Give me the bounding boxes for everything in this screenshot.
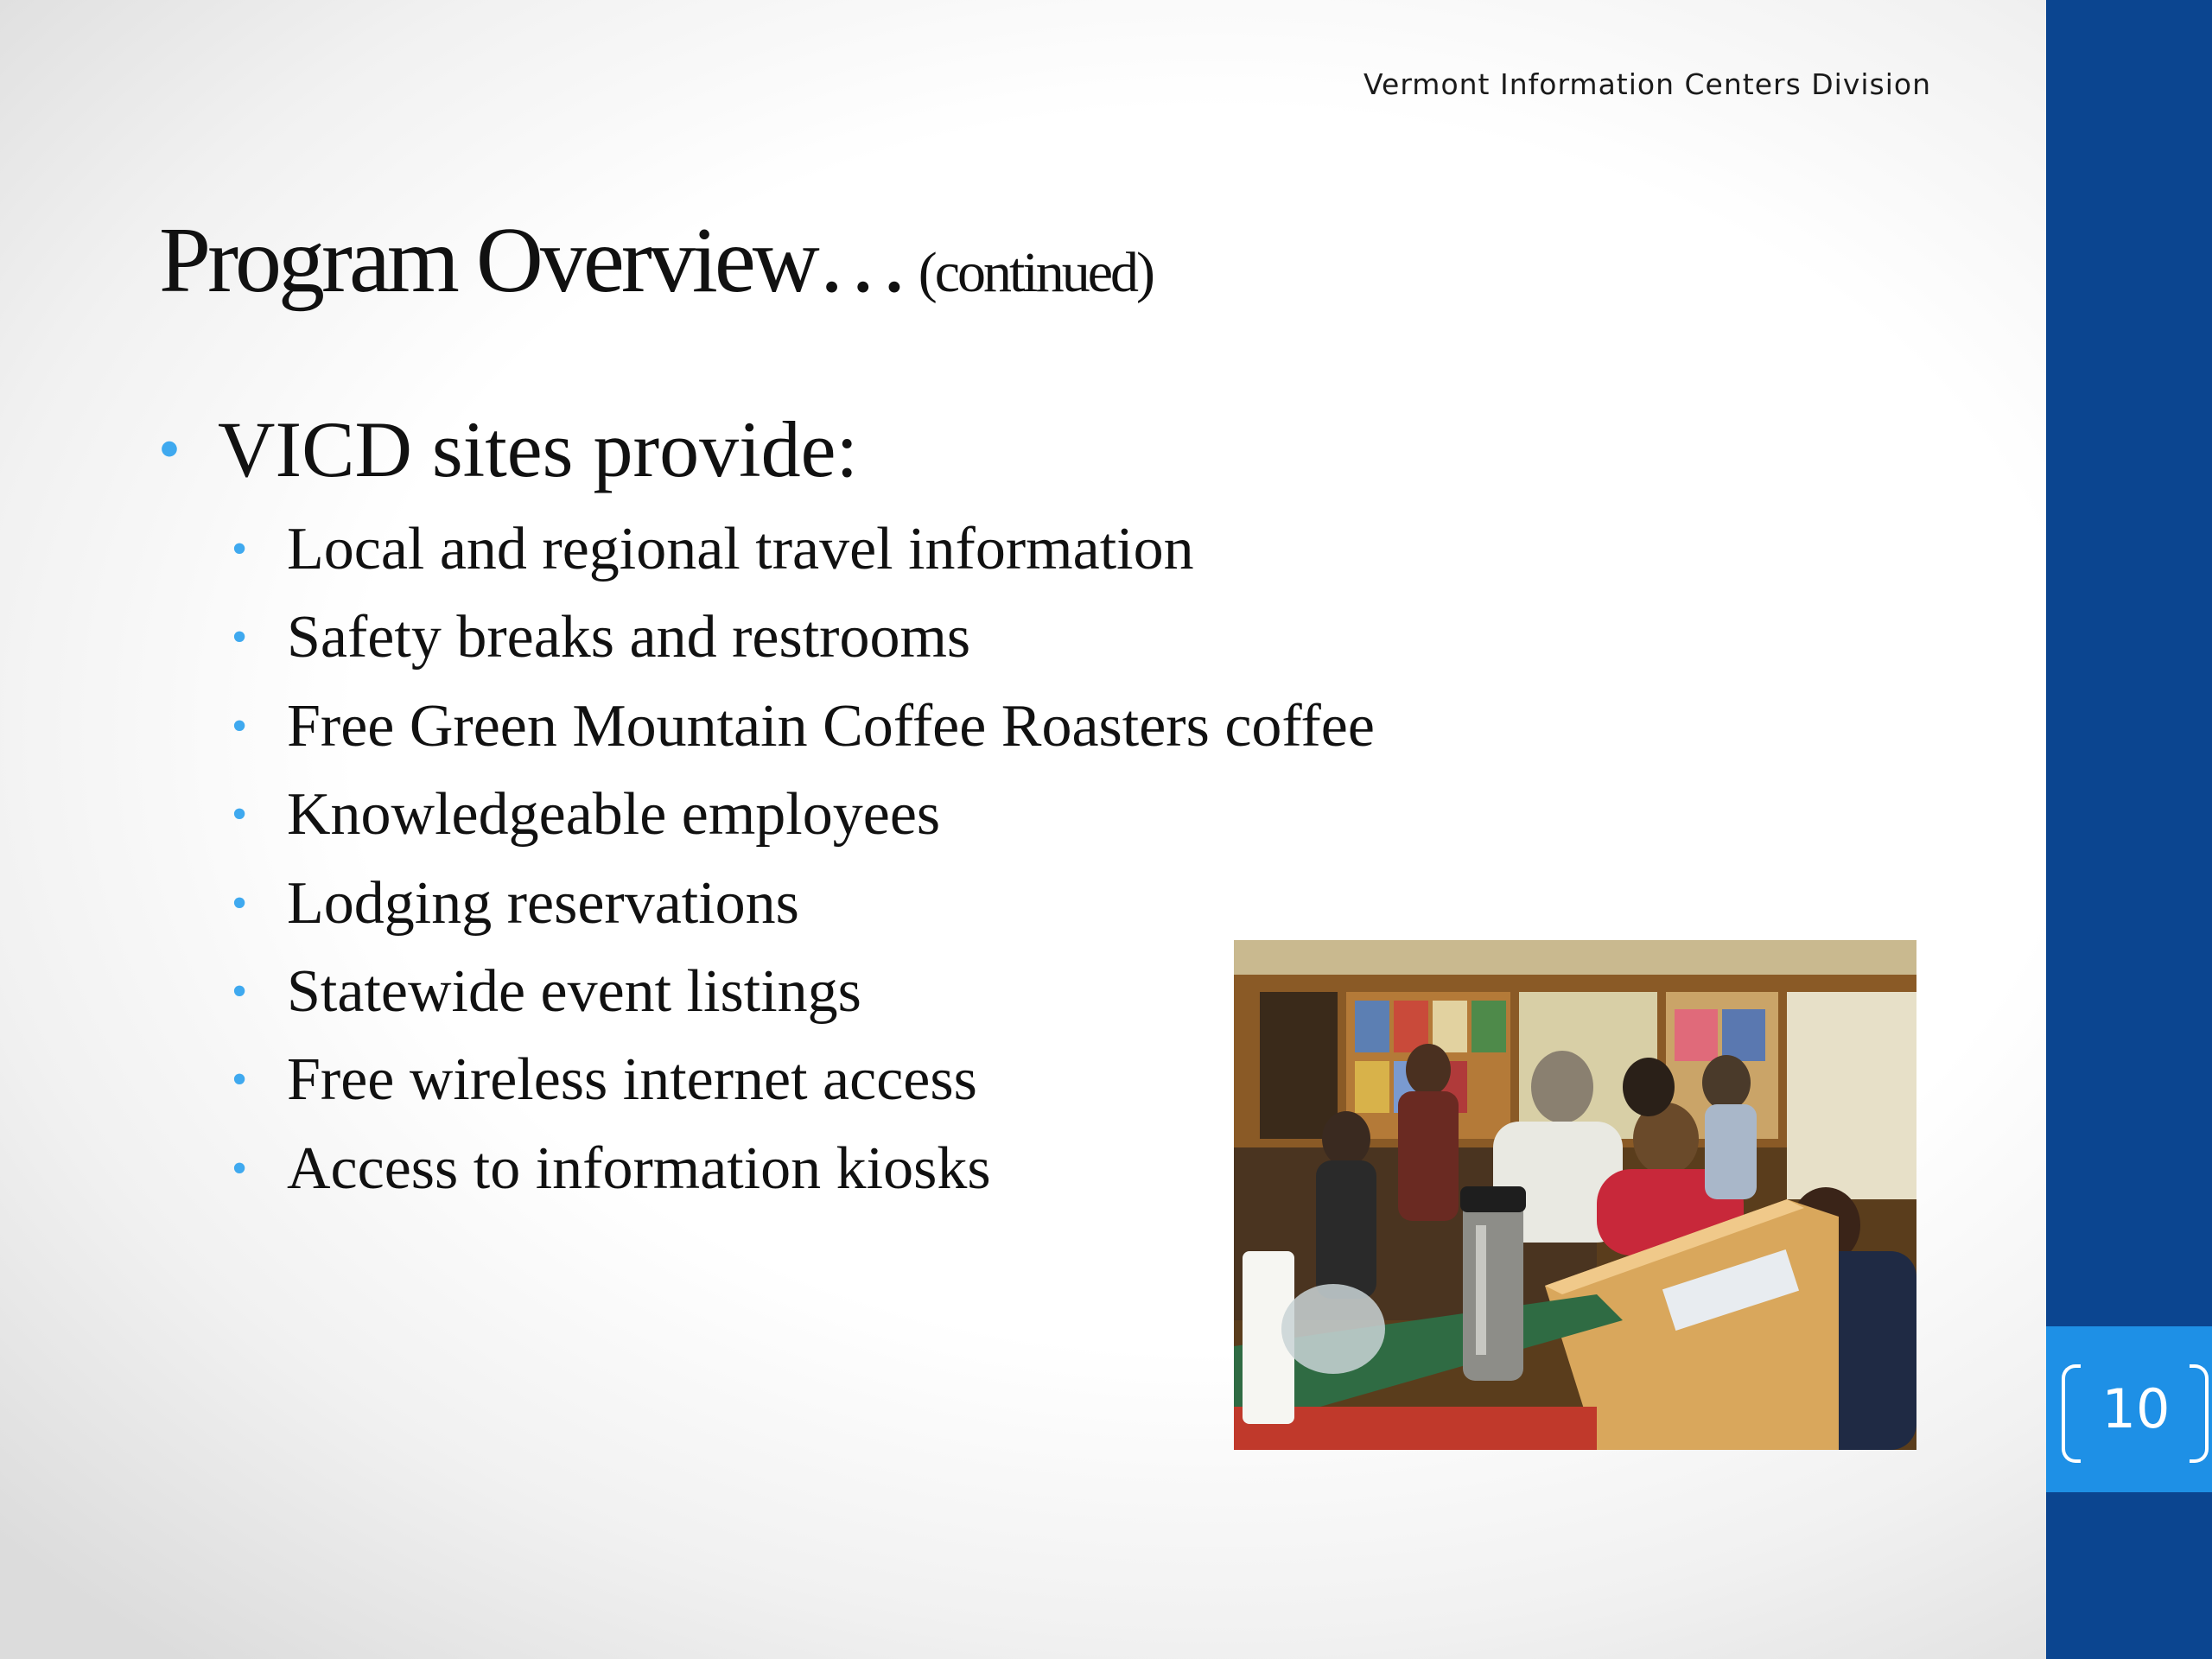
- bullet-dot-icon: •: [232, 701, 248, 751]
- list-item-text: Lodging reservations: [287, 869, 799, 937]
- list-item: [156, 771, 1452, 859]
- bullet-dot-icon: •: [232, 966, 248, 1016]
- page-number: 10: [2101, 1377, 2171, 1440]
- slide-header-org: Vermont Information Centers Division: [1363, 67, 1931, 101]
- list-item-text: Statewide event listings: [287, 957, 861, 1025]
- list-item-text: Free wireless internet access: [287, 1046, 977, 1114]
- title-main: Program Overview…: [159, 209, 906, 312]
- list-item-text: Local and regional travel information: [287, 516, 1194, 582]
- right-bracket-icon: [2190, 1364, 2209, 1463]
- page-number-badge: [2046, 1326, 2212, 1492]
- list-item: [156, 683, 1452, 771]
- slide-title: [159, 207, 1153, 315]
- bullet-dot-icon: •: [232, 790, 248, 840]
- list-item-text: Knowledgeable employees: [287, 781, 941, 849]
- bullet-dot-icon: •: [232, 878, 248, 928]
- left-bracket-icon: [2062, 1364, 2081, 1463]
- list-item: [156, 505, 1452, 594]
- title-sub: (continued): [918, 241, 1153, 304]
- list-item-text: Safety breaks and restrooms: [287, 604, 971, 671]
- bullet-dot-icon: •: [232, 613, 248, 663]
- list-item-text: Free Green Mountain Coffee Roasters coffee: [287, 692, 1375, 760]
- visitor-center-photo: [1234, 940, 1916, 1450]
- list-item: [156, 594, 1452, 682]
- list-item-text: Access to information kiosks: [287, 1135, 991, 1202]
- bullet-heading: [156, 393, 1452, 505]
- bullet-heading-text: VICD sites provide:: [218, 405, 859, 493]
- list-item: [156, 860, 1452, 948]
- bullet-dot-icon: •: [232, 524, 248, 574]
- bullet-dot-icon: •: [232, 1055, 248, 1105]
- bullet-dot-icon: •: [158, 414, 181, 485]
- bullet-dot-icon: •: [232, 1143, 248, 1193]
